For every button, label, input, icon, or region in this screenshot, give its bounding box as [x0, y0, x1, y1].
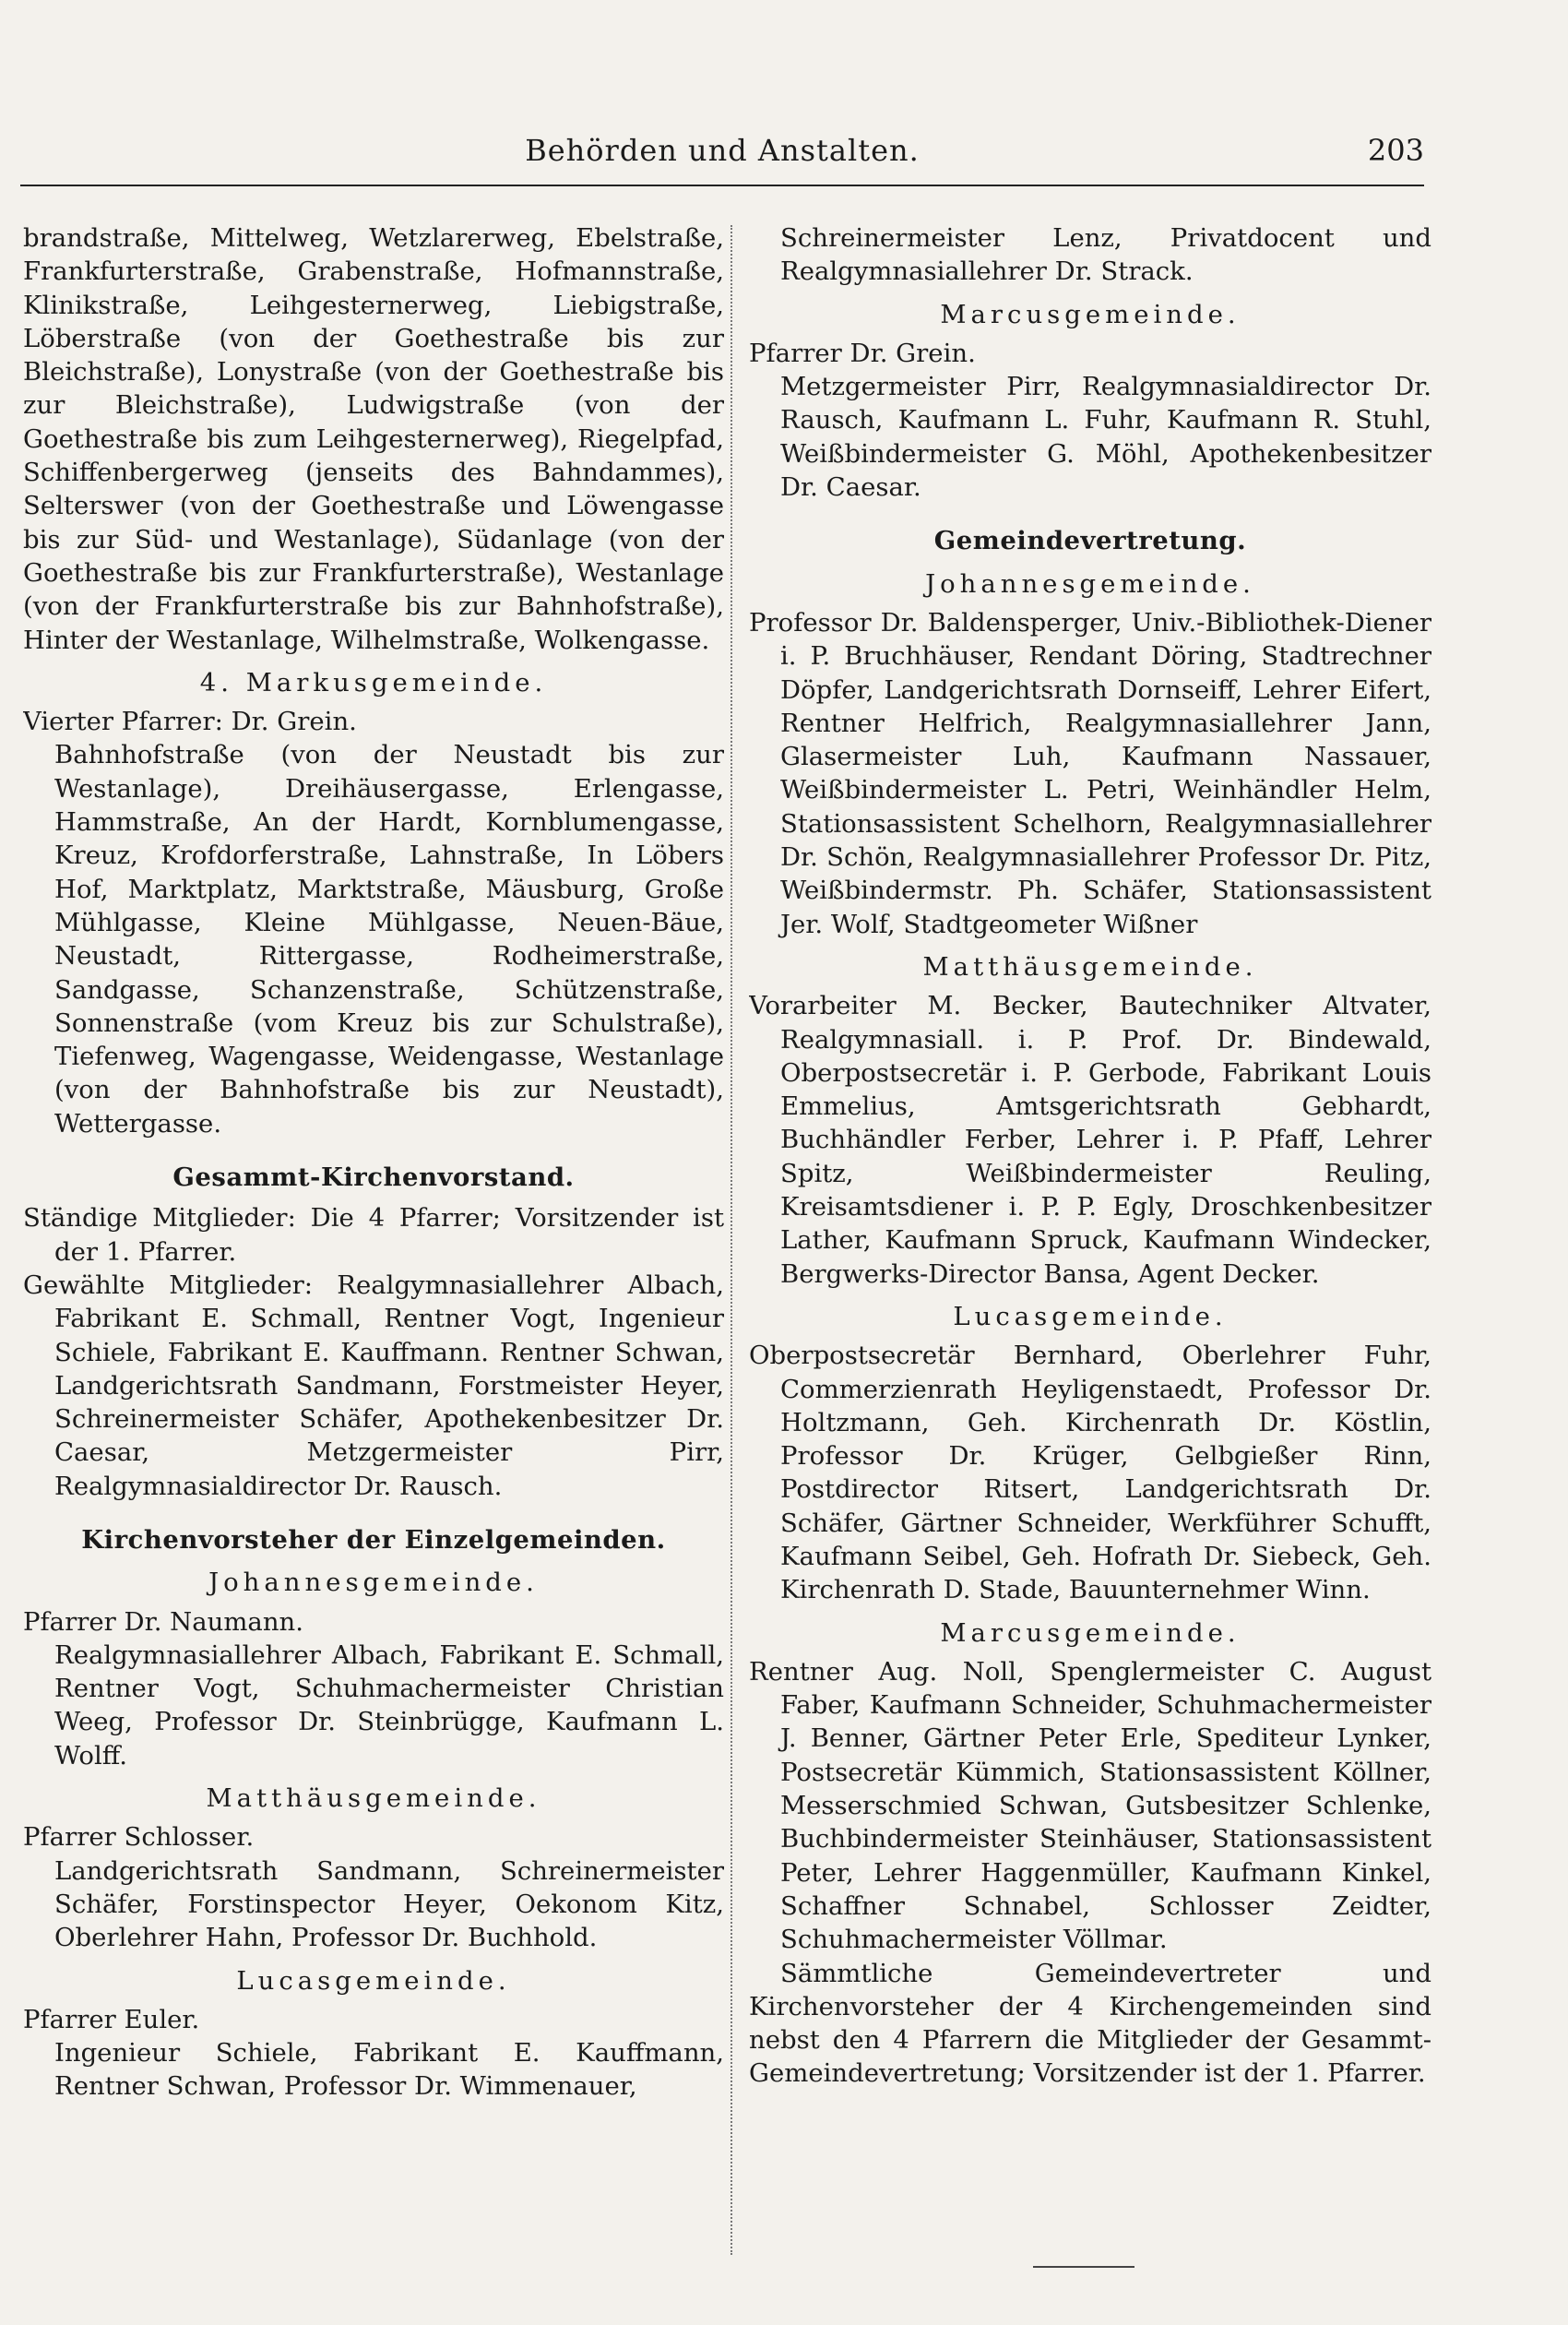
- marcus-members: Metzgermeister Pirr, Realgymnasialdirector Dr. Rausch, Kaufmann L. Fuhr, Kaufmann R. Stuhl, Weißbindermeister G. Möhl, Apothekenbesitzer Dr. Caesar.: [780, 372, 1431, 503]
- matthaeus-heading: Matthäusgemeinde.: [206, 1783, 541, 1814]
- lucas-members-cont: Schreinermeister Lenz, Privatdocent und Realgymnasiallehrer Dr. Strack.: [780, 223, 1431, 287]
- gv-lucas-members: Oberpostsecretär Bernhard, Oberlehrer Fuhr, Commerzienrath Heyligenstaedt, Professor Dr. Holtzmann, Geh. Kirchenrath Dr. Köstlin, Professor Dr. Krüger, Gelbgießer Rinn, Postdirector Ritsert, Landgerichtsrath Dr. Schäfer, Gärtner Schneider, Werkführer Schufft, Kaufmann Seibel, Geh. Hofrath Dr. Siebeck, Geh. Kirchenrath D. Stade, Bauunternehmer Winn.: [749, 1341, 1431, 1605]
- running-title: Behörden und Anstalten.: [525, 133, 920, 168]
- johannes-pfarrer: Pfarrer Dr. Naumann.: [23, 1606, 303, 1637]
- lucas-pfarrer: Pfarrer Euler.: [23, 2004, 200, 2034]
- johannes-heading: Johannesgemeinde.: [208, 1568, 539, 1598]
- kirchenvorstand-heading: Gesammt-Kirchenvorstand.: [172, 1162, 575, 1193]
- gv-lucas-heading: Lucasgemeinde.: [953, 1301, 1228, 1331]
- gv-johannes-members: Professor Dr. Baldensperger, Univ.-Bibliothek-Diener i. P. Bruchhäuser, Rendant Döring, Stadtrechner Döpfer, Landgerichtsrath Dornseiff, Lehrer Eifert, Rentner Helfrich, Realgymnasiallehrer Jann, Glasermeister Luh, Kaufmann Nassauer, Weißbindermeister L. Petri, Weinhändler Helm, Stationsassistent Schelhorn, Realgymnasiallehrer Dr. Schön, Realgymnasiallehrer Professor Dr. Pitz, Weißbindermstr. Ph. Schäfer, Stationsassistent Jer. Wolf, Stadtgeometer Wißner: [749, 607, 1431, 939]
- markus-streets: Bahnhofstraße (von der Neustadt bis zur Westanlage), Dreihäusergasse, Erlengasse, Hammstraße, An der Hardt, Kornblumengasse, Kreuz, Krofdorferstraße, Lahnstraße, In Löbers Hof, Marktplatz, Marktstraße, Mäusburg, Große Mühlgasse, Kleine Mühlgasse, Neuen-Bäue, Neustadt, Rittergasse, Rodheimerstraße, Sandgasse, Schanzenstraße, Schützenstraße, Sonnenstraße (vom Kreuz bis zur Schulstraße), Tiefenweg, Wagengasse, Weidengasse, Westanlage (von der Bahnhofstraße bis zur Neustadt), Wettergasse.: [54, 740, 724, 1139]
- johannes-members: Realgymnasiallehrer Albach, Fabrikant E. Schmall, Rentner Vogt, Schuhmachermeister Christian Weeg, Professor Dr. Steinbrügge, Kaufmann L. Wolff.: [54, 1639, 724, 1771]
- closing-paragraph: Sämmtliche Gemeindevertreter und Kirchenvorsteher der 4 Kirchengemeinden sind nebst den 4 Pfarrern die Mitglieder der Gesammt-Gemeindevertretung; Vorsitzender ist der 1. Pfarrer.: [749, 1958, 1431, 2089]
- lucas-members: Ingenieur Schiele, Fabrikant E. Kauffmann, Rentner Schwan, Professor Dr. Wimmenauer,: [54, 2038, 724, 2102]
- markus-pfarrer: Vierter Pfarrer: Dr. Grein.: [23, 707, 357, 737]
- marcus-heading: Marcusgemeinde.: [940, 299, 1241, 329]
- gv-johannes-heading: Johannesgemeinde.: [925, 568, 1255, 599]
- page-number: 203: [1367, 133, 1424, 168]
- lucas-heading: Lucasgemeinde.: [236, 1965, 511, 1996]
- footer-rule: [1033, 2266, 1134, 2268]
- gv-matthaeus-heading: Matthäusgemeinde.: [922, 951, 1258, 982]
- page-header: [20, 125, 1424, 186]
- right-column: [749, 221, 1431, 2251]
- markus-heading: 4. Markusgemeinde.: [199, 667, 548, 698]
- column-divider: [731, 225, 732, 2255]
- gv-matthaeus-members: Vorarbeiter M. Becker, Bautechniker Altvater, Realgymnasiall. i. P. Prof. Dr. Bindewald, Oberpostsecretär i. P. Gerbode, Fabrikant Louis Emmelius, Amtsgerichtsrath Gebhardt, Buchhändler Ferber, Lehrer i. P. Pfaff, Lehrer Spitz, Weißbindermeister Reuling, Kreisamtsdiener i. P. P. Egly, Droschkenbesitzer Lather, Kaufmann Spruck, Kaufmann Windecker, Bergwerks-Director Bansa, Agent Decker.: [749, 991, 1431, 1289]
- gv-marcus-heading: Marcusgemeinde.: [940, 1617, 1241, 1648]
- kirchenvorstand-gewaehlt: Gewählte Mitglieder: Realgymnasiallehrer Albach, Fabrikant E. Schmall, Rentner Vogt, Ingenieur Schiele, Fabrikant E. Kauffmann. Rentner Schwan, Landgerichtsrath Sandmann, Forstmeister Heyer, Schreinermeister Schäfer, Apothekenbesitzer Dr. Caesar, Metzgermeister Pirr, Realgymnasialdirector Dr. Rausch.: [23, 1270, 724, 1501]
- kirchenvorsteher-heading: Kirchenvorsteher der Einzelgemeinden.: [81, 1524, 666, 1555]
- gv-marcus-members: Rentner Aug. Noll, Spenglermeister C. August Faber, Kaufmann Schneider, Schuhmachermeister J. Benner, Gärtner Peter Erle, Spediteur Lynker, Postsecretär Kümmich, Stationsassistent Köllner, Messerschmied Schwan, Gutsbesitzer Schlenke, Buchbindermeister Steinhäuser, Stationsassistent Peter, Lehrer Haggenmüller, Kaufmann Kinkel, Schaffner Schnabel, Schlosser Zeidter, Schuhmachermeister Völlmar.: [749, 1656, 1431, 1955]
- marcus-pfarrer: Pfarrer Dr. Grein.: [749, 338, 976, 368]
- kirchenvorstand-staendig: Ständige Mitglieder: Die 4 Pfarrer; Vorsitzender ist der 1. Pfarrer.: [23, 1203, 724, 1267]
- streets-intro: brandstraße, Mittelweg, Wetzlarerweg, Ebelstraße, Frankfurterstraße, Grabenstraße, Hofmannstraße, Klinikstraße, Leihgesternerweg, Liebigstraße, Löberstraße (von der Goethestraße bis zur Bleichstraße), Lonystraße (von der Goethestraße bis zur Bleichstraße), Ludwigstraße (von der Goethestraße bis zum Leihgesternerweg), Riegelpfad, Schiffenbergerweg (jenseits des Bahndammes), Selterswег (von der Goethestraße und Löwengasse bis zur Süd- und Westanlage), Südanlage (von der Goethestraße bis zur Frankfurterstraße), Westanlage (von der Frankfurterstraße bis zur Bahnhofstraße), Hinter der Westanlage, Wilhelmstraße, Wolkengasse.: [23, 223, 724, 655]
- matthaeus-members: Landgerichtsrath Sandmann, Schreinermeister Schäfer, Forstinspector Heyer, Oekonom Kitz, Oberlehrer Hahn, Professor Dr. Buchhold.: [54, 1855, 724, 1953]
- gemeindevertretung-heading: Gemeindevertretung.: [933, 526, 1247, 556]
- left-column: [23, 221, 724, 2251]
- matthaeus-pfarrer: Pfarrer Schlosser.: [23, 1822, 255, 1853]
